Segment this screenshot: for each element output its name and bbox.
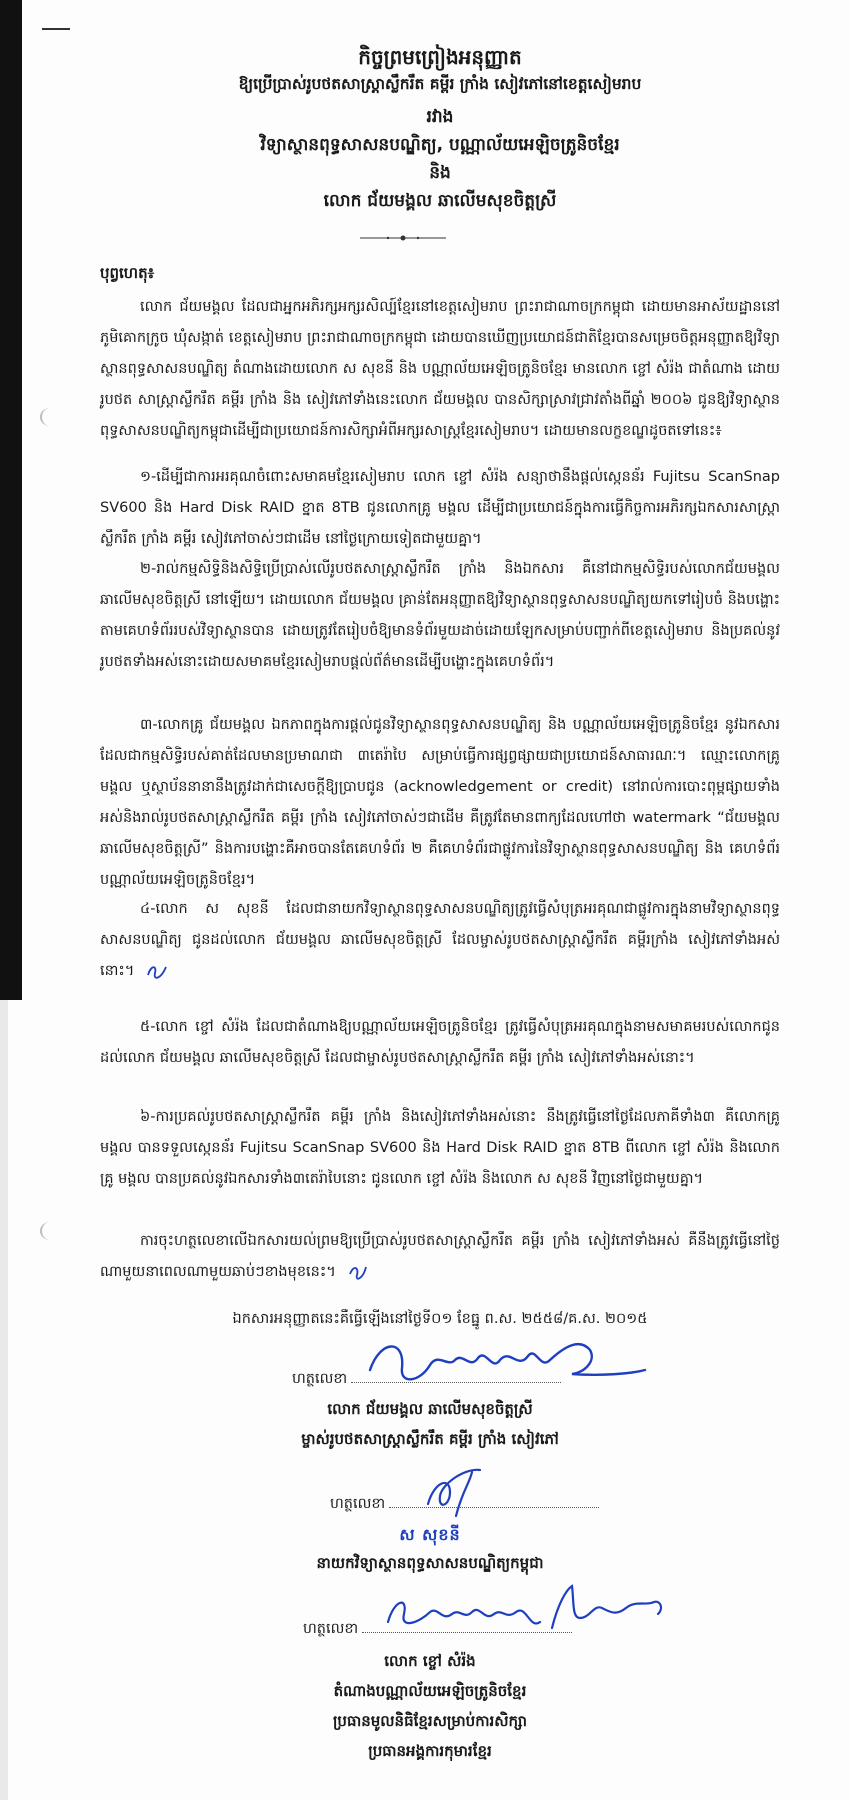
preamble-heading: បុព្វហេតុ៖	[100, 264, 155, 282]
closing-text: ការចុះហត្ថលេខាលើឯកសារយល់ព្រមឱ្យប្រើប្រាស់រូបថតសាស្ត្រាស្លឹករឹត គម្ពីរ ក្រាំង សៀវភៅទាំងអស់ គឺនឹងត្រូវធ្វើនៅថ្ងៃណាមួយនាពេលណាមួយឆាប់ៗខាងមុខនេះ។	[100, 1233, 780, 1280]
signatory-3-title-1: តំណាងបណ្ណាល័យអេឡិចត្រូនិចខ្មែរ	[333, 1682, 527, 1700]
document-date: ឯកសារអនុញ្ញាតនេះគឺធ្វើឡើងនៅថ្ងៃទី០១ ខែធ្នូ ព.ស. ២៥៥៨/គ.ស. ២០១៥	[232, 1311, 648, 1327]
scan-edge	[0, 0, 22, 1000]
signatory-2-title: នាយកវិទ្យាស្ថានពុទ្ធសាសនបណ្ឌិត្យកម្ពុជា	[316, 1554, 544, 1572]
signatory-1-name: លោក ជ័យមង្គល ឆាលើមសុខចិត្តស្រី	[327, 1400, 533, 1418]
corner-mark	[42, 28, 70, 30]
handwritten-signature-3	[380, 1578, 670, 1648]
signatory-3-title-3: ប្រធានអង្គការកុមារខ្មែរ	[368, 1742, 492, 1760]
signature-label: ហត្ថលេខា	[330, 1496, 386, 1512]
ornament-divider-icon	[358, 234, 448, 242]
signature-label: ហត្ថលេខា	[303, 1621, 359, 1637]
clause-1: ១-ដើម្បីជាការអរគុណចំពោះសមាគមខ្មែរសៀមរាប លោក ខ្ចៅ សំរ៉ង សន្យាថានឹងផ្តល់ស្កេនន័រ Fujitsu ScanSnap SV600 និង Hard Disk RAID ខ្នាត 8TB ជូនលោកគ្រូ មង្គល ដើម្បីជាប្រយោជន៍ក្នុងការធ្វើកិច្ចការអភិរក្សឯកសារសាស្ត្រាស្លឹករឹត ក្រាំង គម្ពីរ សៀវភៅចាស់ៗជាដើម នៅថ្ងៃក្រោយទៀតជាមួយគ្នា។	[100, 469, 780, 547]
initial-signature-icon	[346, 1262, 370, 1282]
signatory-1-title: ម្ចាស់រូបថតសាស្ត្រាស្លឹករឹត គម្ពីរ ក្រាំង សៀវភៅ	[301, 1430, 559, 1448]
between-label: រវាង	[426, 107, 454, 127]
clause-4	[100, 894, 780, 987]
signatory-3-name: លោក ខ្ចៅ សំរ៉ង	[384, 1652, 476, 1670]
initial-signature-icon	[145, 961, 169, 981]
clause-4-text: ៤-លោក ស សុខនី ដែលជានាយកវិទ្យាស្ថានពុទ្ធសាសនបណ្ឌិត្យត្រូវធ្វើសំបុត្រអរគុណជាផ្លូវការក្នុងនាមវិទ្យាស្ថានពុទ្ធសាសនបណ្ឌិត្យ ជូនដល់លោក ជ័យមង្គល ឆាលើមសុខចិត្តស្រី ដែលម្ចាស់រូបថតសាស្ត្រាស្លឹករឹត គម្ពីរក្រាំង សៀវភៅទាំងអស់នោះ។	[100, 901, 780, 979]
clause-6: ៦-ការប្រគល់រូបថតសាស្ត្រាស្លឹករឹត គម្ពីរ ក្រាំង និងសៀវភៅទាំងអស់នោះ នឹងត្រូវធ្វើនៅថ្ងៃដែលភាគីទាំង៣ គឺលោកគ្រូ មង្គល បានទទួលស្កេនន័រ Fujitsu ScanSnap SV600 និង Hard Disk RAID ខ្នាត 8TB ពីលោក ខ្ចៅ សំរ៉ង និងលោកគ្រូ មង្គល បានប្រគល់នូវឯកសារទាំង៣តេរ៉ាបៃនោះ ជូនលោក ខ្ចៅ សំរ៉ង និងលោក ស សុខនី វិញនៅថ្ងៃជាមួយគ្នា។	[100, 1109, 780, 1187]
closing-paragraph	[100, 1226, 780, 1288]
handwritten-signature-2	[420, 1462, 500, 1522]
clause-2: ២-រាល់កម្មសិទ្ធិនិងសិទ្ធិប្រើប្រាស់លើរូបថតសាស្ត្រាស្លឹករឹត ក្រាំង និងឯកសារ គឺនៅជាកម្មសិទ្ធិរបស់លោកជ័យមង្គល ឆាលើមសុខចិត្តស្រី នៅឡើយ។ ដោយលោក ជ័យមង្គល គ្រាន់តែអនុញ្ញាតឱ្យវិទ្យាស្ថានពុទ្ធសាសនបណ្ឌិត្យយកទៅរៀបចំ និងបង្ហោះតាមគេហទំព័ររបស់វិទ្យាស្ថានបាន ដោយត្រូវតែរៀបចំឱ្យមានទំព័រមួយដាច់ដោយឡែកសម្រាប់បញ្ជាក់ពីខេត្តសៀមរាប និងប្រគល់នូវរូបថតទាំងអស់នោះដោយសមាគមខ្មែរសៀមរាបផ្តល់ព័ត៌មានដើម្បីបង្ហោះក្នុងគេហទំព័រ។	[100, 561, 780, 670]
title: កិច្ចព្រមព្រៀងអនុញ្ញាត	[358, 45, 522, 69]
clause-3: ៣-លោកគ្រូ ជ័យមង្គល ឯកភាពក្នុងការផ្តល់ជូនវិទ្យាស្ថានពុទ្ធសាសនបណ្ឌិត្យ និង បណ្ណាល័យអេឡិចត្រូនិចខ្មែរ នូវឯកសារដែលជាកម្មសិទ្ធិរបស់គាត់ដែលមានប្រមាណជា ៣តេរ៉ាបៃ សម្រាប់ធ្វើការផ្សព្វផ្សាយជាប្រយោជន៍សាធារណៈ។ ឈ្មោះលោកគ្រូ មង្គល ឬស្ថាប័ននានានឹងត្រូវដាក់ជាសេចក្តីឱ្យប្រាបជូន (acknowledgement or credit) នៅរាល់ការបោះពុម្ពផ្សាយទាំងអស់និងរាល់រូបថតសាស្ត្រាស្លឹករឹត គម្ពីរ ក្រាំង សៀវភៅចាស់ៗជាដើម គឺត្រូវតែមានពាក្យដែលហៅថា watermark “ជ័យមង្គល ឆាលើមសុខចិត្តស្រី” និងការបង្ហោះគឺអាចបានតែគេហទំព័រ ២ គឺគេហទំព័រជាផ្លូវការនៃវិទ្យាស្ថានពុទ្ធសាសនបណ្ឌិត្យ និង គេហទំព័របណ្ណាល័យអេឡិចត្រូនិចខ្មែរ។	[100, 717, 780, 888]
clause-5: ៥-លោក ខ្ចៅ សំរ៉ង ដែលជាតំណាងឱ្យបណ្ណាល័យអេឡិចត្រូនិចខ្មែរ ត្រូវធ្វើសំបុត្រអរគុណក្នុងនាមសមាគមរបស់លោកជូនដល់លោក ជ័យមង្គល ឆាលើមសុខចិត្តស្រី ដែលជាម្ចាស់រូបថតសាស្ត្រាស្លឹករឹត គម្ពីរ ក្រាំង សៀវភៅទាំងអស់នោះ។	[100, 1019, 780, 1066]
and-label: និង	[429, 163, 451, 183]
party-one: វិទ្យាស្ថានពុទ្ធសាសនបណ្ឌិត្យ, បណ្ណាល័យអេឡិចត្រូនិចខ្មែរ	[260, 135, 620, 155]
signatory-3-title-2: ប្រធានមូលនិធិខ្មែរសម្រាប់ការសិក្សា	[332, 1712, 528, 1730]
scan-edge-lower	[0, 1000, 8, 1800]
punch-hole-icon	[40, 1222, 60, 1240]
subtitle: ឱ្យប្រើប្រាស់រូបថតសាស្ត្រាស្លឹករឹត គម្ពីរ ក្រាំង សៀវភៅនៅខេត្តសៀមរាប	[238, 75, 642, 93]
party-two: លោក ជ័យមង្គល ឆាលើមសុខចិត្តស្រី	[323, 191, 557, 211]
paragraph-preamble: លោក ជ័យមង្គល ដែលជាអ្នកអភិរក្សអក្សរសិល្ប៍ខ្មែរនៅខេត្តសៀមរាប ព្រះរាជាណាចក្រកម្ពុជា ដោយមានអាស័យដ្ឋាននៅភូមិគោកក្រូច ឃុំសង្កាត់ ខេត្តសៀមរាប ព្រះរាជាណាចក្រកម្ពុជា ដោយបានឃើញប្រយោជន៍ជាតិខ្មែរបានសម្រេចចិត្តអនុញ្ញាតឱ្យវិទ្យាស្ថានពុទ្ធសាសនបណ្ឌិត្យ តំណាងដោយលោក ស សុខនី និង បណ្ណាល័យអេឡិចត្រូនិចខ្មែរ មានលោក ខ្ចៅ សំរ៉ង ជាតំណាង ដោយរូបថត សាស្ត្រាស្លឹករឹត គម្ពីរ ក្រាំង និង សៀវភៅទាំងនេះលោក ជ័យមង្គល បានសិក្សាស្រាវជ្រាវតាំងពីឆ្នាំ ២០០៦ ជូនឱ្យវិទ្យាស្ថានពុទ្ធសាសនបណ្ឌិត្យកម្ពុជាដើម្បីជាប្រយោជន៍ការសិក្សាអំពីអក្សរសាស្ត្រខ្មែរសៀមរាប។ ដោយមានលក្ខខណ្ឌដូចតទៅនេះ៖	[100, 299, 780, 439]
punch-hole-icon	[40, 408, 60, 426]
handwritten-signature-1	[360, 1330, 650, 1400]
official-seal-name: ស សុខនី	[399, 1525, 461, 1544]
signature-label: ហត្ថលេខា	[292, 1371, 348, 1387]
